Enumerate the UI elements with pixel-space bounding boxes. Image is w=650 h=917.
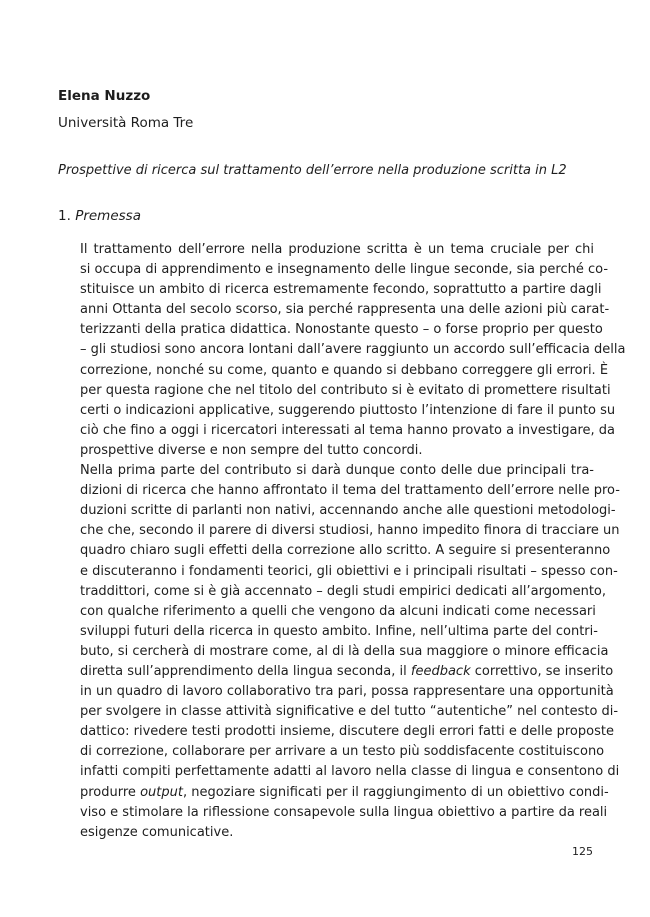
text-line: sviluppi futuri della ricerca in questo ambito. Infine, nell’ultima parte del contri- (80, 623, 598, 639)
text-line: diretta sull’apprendimento della lingua seconda, il feedback correttivo, se inserito (80, 663, 614, 679)
text-line: con qualche riferimento a quelli che vengono da alcuni indicati come necessari (80, 603, 596, 619)
text-line: per svolgere in classe attività significative e del tutto “autentiche” nel contesto di- (80, 704, 619, 720)
text-line: di correzione, collaborare per arrivare a un testo più soddisfacente costituiscono (80, 744, 605, 760)
text-line: Il trattamento dell’errore nella produzione scritta è un tema cruciale per chi (80, 242, 594, 257)
article-title: Prospettive di ricerca sul trattamento dell’errore nella produzione scritta in L2 (58, 163, 567, 178)
text-line: prospettive diverse e non sempre del tutto concordi. (80, 442, 423, 458)
text-line: stituisce un ambito di ricerca estremamente fecondo, soprattutto a partire dagli (80, 282, 602, 298)
text-line: certi o indicazioni applicative, suggerendo piuttosto l’intenzione di fare il punto su (80, 402, 616, 418)
text-line: correzione, nonché su come, quanto e quando si debbano correggere gli errori. È (80, 362, 609, 378)
text-line: anni Ottanta del secolo scorso, sia perché rappresenta una delle azioni più carat- (80, 302, 610, 318)
text-line: si occupa di apprendimento e insegnamento delle lingue seconde, sia perché co- (80, 262, 609, 278)
text-line: dattico: rivedere testi prodotti insieme, discutere degli errori fatti e delle proposte (80, 724, 614, 740)
paragraph (58, 461, 620, 843)
text-line: traddittori, come si è già accennato – degli studi empirici dedicati all’argomento, (80, 583, 607, 599)
text-line: buto, si cercherà di mostrare come, al di là della sua maggiore o minore efficacia (80, 643, 609, 659)
text-line: che che, secondo il parere di diversi studiosi, hanno impedito finora di tracciare un (80, 523, 620, 539)
section-title: Premessa (75, 208, 141, 224)
section-number: 1. (58, 208, 71, 224)
page-number: 125 (572, 845, 593, 858)
body-text (58, 240, 626, 843)
author-name: Elena Nuzzo (58, 88, 151, 104)
section-heading (58, 207, 141, 225)
text-line: in un quadro di lavoro collaborativo tra pari, possa rappresentare una opportunità (80, 684, 614, 700)
author-affiliation: Università Roma Tre (58, 115, 194, 131)
italic-term: output (140, 784, 183, 800)
text-line: ciò che fino a oggi i ricercatori interessati al tema hanno provato a investigare, da (80, 422, 616, 438)
text-line: viso e stimolare la riflessione consapevole sulla lingua obiettivo a partire da reali (80, 804, 608, 820)
italic-term: feedback (410, 663, 471, 679)
text-line: Nella prima parte del contributo si darà dunque conto delle due principali tra- (80, 463, 594, 479)
text-line: per questa ragione che nel titolo del contributo si è evitato di promettere risultati (80, 382, 611, 398)
text-line: dizioni di ricerca che hanno affrontato il tema del trattamento dell’errore nelle pro- (80, 483, 620, 499)
text-line: esigenze comunicative. (80, 824, 234, 840)
text-line: e discuteranno i fondamenti teorici, gli obiettivi e i principali risultati – spesso con- (80, 563, 618, 579)
text-line: – gli studiosi sono ancora lontani dall’avere raggiunto un accordo sull’efficacia della (80, 342, 626, 358)
text-line: infatti compiti perfettamente adatti al lavoro nella classe di lingua e consentono di (80, 764, 620, 780)
text-line: quadro chiaro sugli effetti della correzione allo scritto. A seguire si presenteranno (80, 543, 611, 559)
text-line: terizzanti della pratica didattica. Nonostante questo – o forse proprio per questo (80, 322, 603, 338)
paragraph (58, 240, 626, 461)
text-line: produrre output, negoziare significati per il raggiungimento di un obiettivo condi- (80, 784, 609, 800)
text-line: duzioni scritte di parlanti non nativi, accennando anche alle questioni metodologi- (80, 503, 616, 519)
